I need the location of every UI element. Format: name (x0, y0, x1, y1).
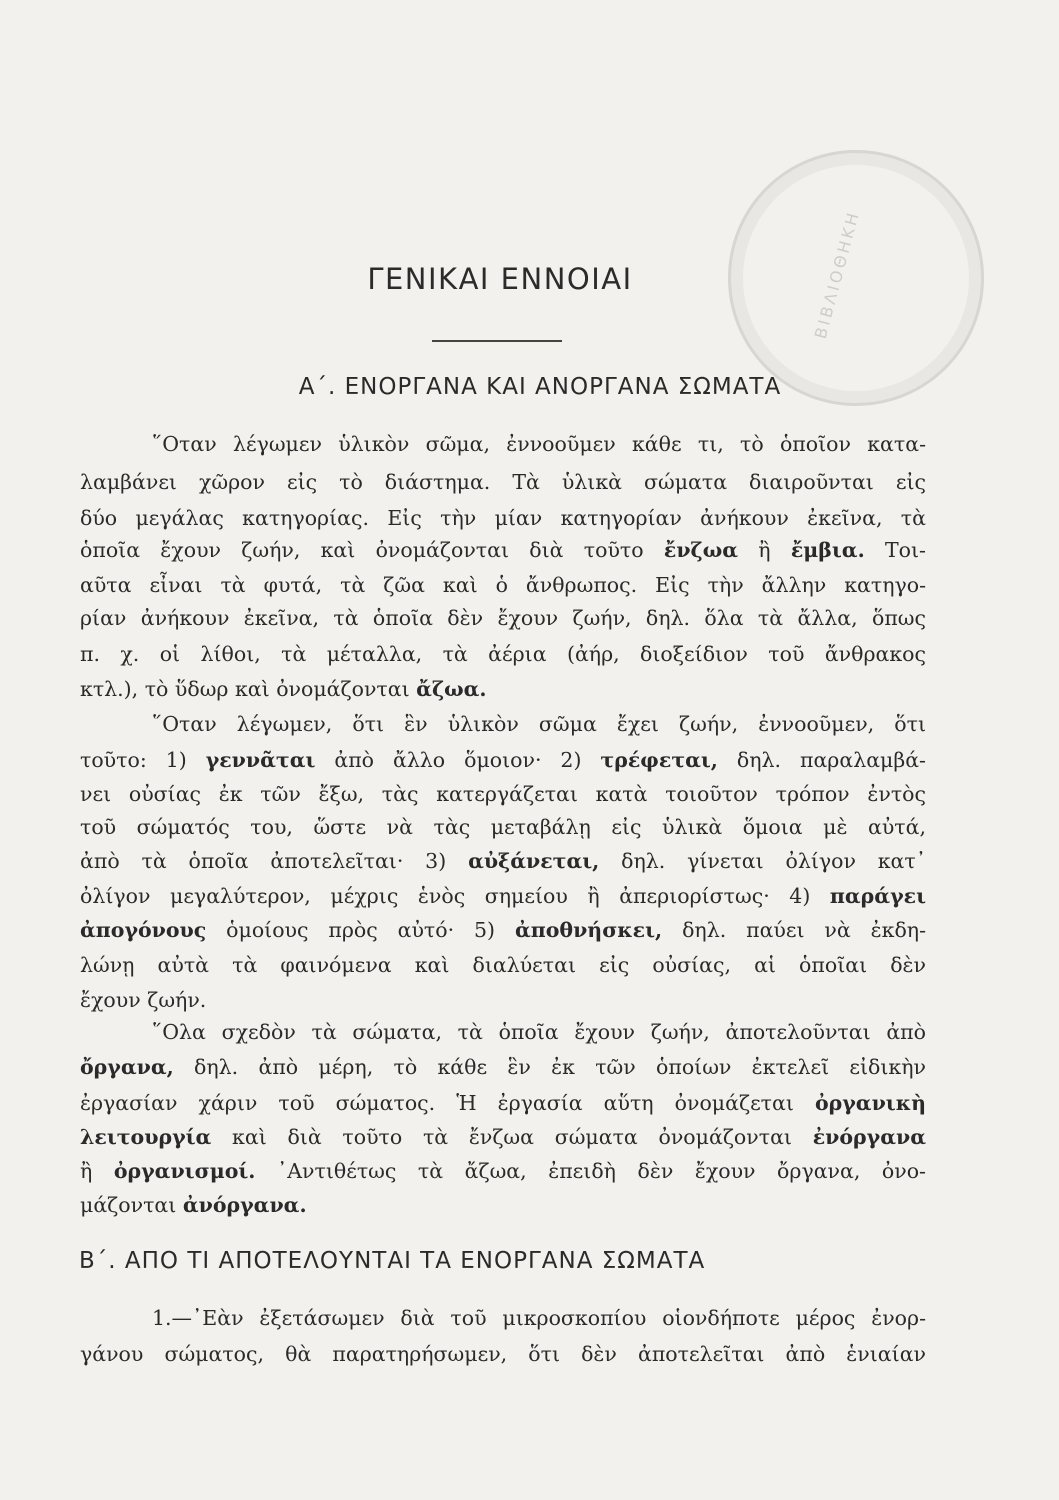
text-line: μάζονται ἀνόργανα. (80, 1193, 307, 1217)
text-line: ἀπογόνους ὁμοίους πρὸς αὐτό· 5) ἀποθνήσκει, δηλ. παύει νὰ ἐκδη- (80, 918, 926, 942)
text-line: ἐργασίαν χάριν τοῦ σώματος. Ἡ ἐργασία αὕτη ὀνομάζεται ὀργανικὴ (80, 1091, 926, 1115)
text-line: 1.—᾽Εὰν ἐξετάσωμεν διὰ τοῦ μικροσκοπίου οἱονδήποτε μέρος ἐνορ- (152, 1306, 926, 1330)
text-line: ἢ ὀργανισμοί. ᾽Αντιθέτως τὰ ἄζωα, ἐπειδὴ δὲν ἔχουν ὄργανα, ὀνο- (80, 1159, 926, 1183)
text-line: τοῦτο: 1) γεννᾶται ἀπὸ ἄλλο ὅμοιον· 2) τρέφεται, δηλ. παραλαμβά- (80, 748, 926, 772)
text-line: λώνῃ αὐτὰ τὰ φαινόμενα καὶ διαλύεται εἰς οὐσίας, αἱ ὁποῖαι δὲν (80, 953, 926, 977)
text-line: δύο μεγάλας κατηγορίας. Εἰς τὴν μίαν κατηγορίαν ἀνήκουν ἐκεῖνα, τὰ (80, 506, 926, 530)
text-line: ὀλίγον μεγαλύτερον, μέχρις ἑνὸς σημείου ἢ ἀπεριορίστως· 4) παράγει (80, 884, 926, 908)
text-line: π. χ. οἱ λίθοι, τὰ μέταλλα, τὰ ἀέρια (ἀήρ, διοξείδιον τοῦ ἄνθρακος (80, 642, 926, 666)
text-line: νει οὐσίας ἐκ τῶν ἔξω, τὰς κατεργάζεται κατὰ τοιοῦτον τρόπον ἐντὸς (80, 782, 926, 806)
text-line: γάνου σώματος, θὰ παρατηρήσωμεν, ὅτι δὲν ἀποτελεῖται ἀπὸ ἑνιαίαν (80, 1342, 926, 1366)
text-line: ὄργανα, δηλ. ἀπὸ μέρη, τὸ κάθε ἓν ἐκ τῶν ὁποίων ἐκτελεῖ εἰδικὴν (80, 1055, 926, 1079)
text-line: ὁποῖα ἔχουν ζωήν, καὶ ὀνομάζονται διὰ τοῦτο ἔνζωα ἢ ἔμβια. Τοι- (80, 538, 926, 562)
text-line: λαμβάνει χῶρον εἰς τὸ διάστημα. Τὰ ὑλικὰ σώματα διαιροῦνται εἰς (80, 470, 926, 494)
text-line: ἀπὸ τὰ ὁποῖα ἀποτελεῖται· 3) αὐξάνεται, δηλ. γίνεται ὀλίγον κατ᾿ (80, 849, 926, 873)
text-line: τοῦ σώματός του, ὥστε νὰ τὰς μεταβάλῃ εἰς ὑλικὰ ὅμοια μὲ αὐτά, (80, 815, 926, 839)
section-a-title: Α΄. ΕΝΟΡΓΑΝΑ ΚΑΙ ΑΝΟΡΓΑΝΑ ΣΩΜΑΤΑ (298, 374, 782, 400)
text-line: λειτουργία καὶ διὰ τοῦτο τὰ ἔνζωα σώματα ὀνομάζονται ἐνόργανα (80, 1125, 926, 1149)
text-line: ῞Οταν λέγωμεν, ὅτι ἓν ὑλικὸν σῶμα ἔχει ζωήν, ἐννοοῦμεν, ὅτι (152, 712, 926, 736)
page-heading: ΓΕΝΙΚΑΙ ΕΝΝΟΙΑΙ (367, 262, 633, 296)
text-line: ῞Ολα σχεδὸν τὰ σώματα, τὰ ὁποῖα ἔχουν ζωήν, ἀποτελοῦνται ἀπὸ (152, 1020, 926, 1044)
heading-divider (432, 340, 562, 342)
stamp-label: ΒΙΒΛΙΟΘΗΚΗ (810, 208, 864, 341)
text-line: ρίαν ἀνήκουν ἐκεῖνα, τὰ ὁποῖα δὲν ἔχουν ζωήν, δηλ. ὅλα τὰ ἄλλα, ὅπως (80, 606, 926, 630)
text-line: ἔχουν ζωήν. (80, 988, 207, 1012)
text-line: ῞Οταν λέγωμεν ὑλικὸν σῶμα, ἐννοοῦμεν κάθε τι, τὸ ὁποῖον κατα- (152, 432, 926, 456)
text-line: αῦτα εἶναι τὰ φυτά, τὰ ζῶα καὶ ὁ ἄνθρωπος. Εἰς τὴν ἄλλην κατηγο- (80, 573, 926, 597)
text-line: κτλ.), τὸ ὕδωρ καὶ ὀνομάζονται ἄζωα. (80, 677, 487, 701)
section-b-title: Β΄. ΑΠΟ ΤΙ ΑΠΟΤΕΛΟΥΝΤΑΙ ΤΑ ΕΝΟΡΓΑΝΑ ΣΩΜΑΤΑ (79, 1248, 706, 1274)
